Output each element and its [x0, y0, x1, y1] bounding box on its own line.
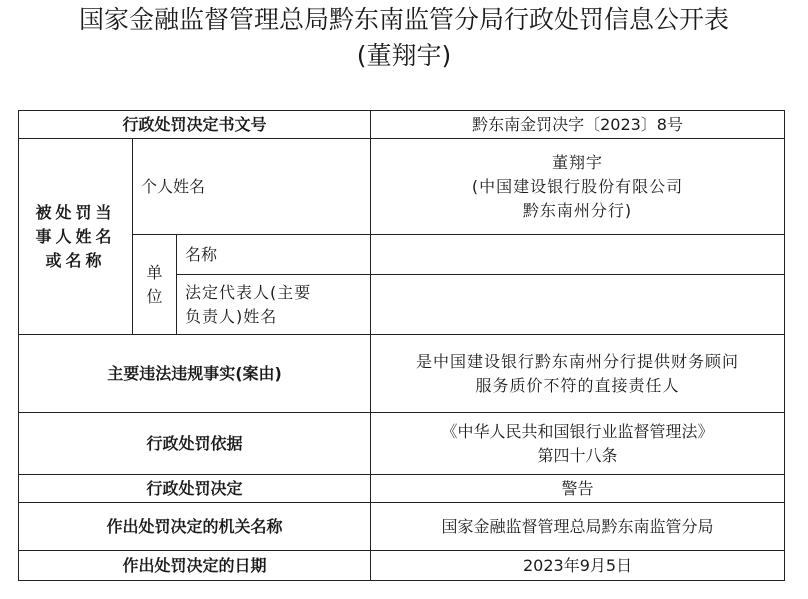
authority-label: 作出处罚决定的机关名称	[19, 503, 371, 551]
decision-label: 行政处罚决定	[19, 475, 371, 503]
table-row	[19, 503, 785, 551]
party-label: 被处罚当 事人姓名 或名称	[19, 139, 133, 335]
facts-value: 是中国建设银行黔东南州分行提供财务顾问 服务质价不符的直接责任人	[371, 335, 785, 413]
decision-value: 警告	[371, 475, 785, 503]
individual-name-value: 董翔宇 (中国建设银行股份有限公司 黔东南州分行)	[371, 139, 785, 235]
facts-label: 主要违法违规事实(案由)	[19, 335, 371, 413]
doc-number-value: 黔东南金罚决字〔2023〕8号	[371, 111, 785, 139]
unit-label: 单 位	[133, 235, 177, 335]
table-row	[19, 335, 785, 413]
table-row	[19, 235, 785, 275]
unit-name-value	[371, 235, 785, 275]
doc-number-label: 行政处罚决定书文号	[19, 111, 371, 139]
date-value: 2023年9月5日	[371, 551, 785, 581]
basis-value: 《中华人民共和国银行业监督管理法》 第四十八条	[371, 413, 785, 475]
legal-rep-label: 法定代表人(主要 负责人)姓名	[177, 275, 371, 335]
individual-name-label: 个人姓名	[133, 139, 371, 235]
table-row	[19, 139, 785, 235]
legal-rep-value	[371, 275, 785, 335]
basis-label: 行政处罚依据	[19, 413, 371, 475]
table-row	[19, 413, 785, 475]
penalty-info-table	[18, 110, 785, 581]
date-label: 作出处罚决定的日期	[19, 551, 371, 581]
page-subtitle: (董翔宇)	[356, 41, 452, 70]
table-row	[19, 475, 785, 503]
table-row	[19, 111, 785, 139]
unit-name-label: 名称	[177, 235, 371, 275]
table-row	[19, 551, 785, 581]
authority-value: 国家金融监督管理总局黔东南监管分局	[371, 503, 785, 551]
page-title: 国家金融监督管理总局黔东南监管分局行政处罚信息公开表	[78, 5, 729, 34]
